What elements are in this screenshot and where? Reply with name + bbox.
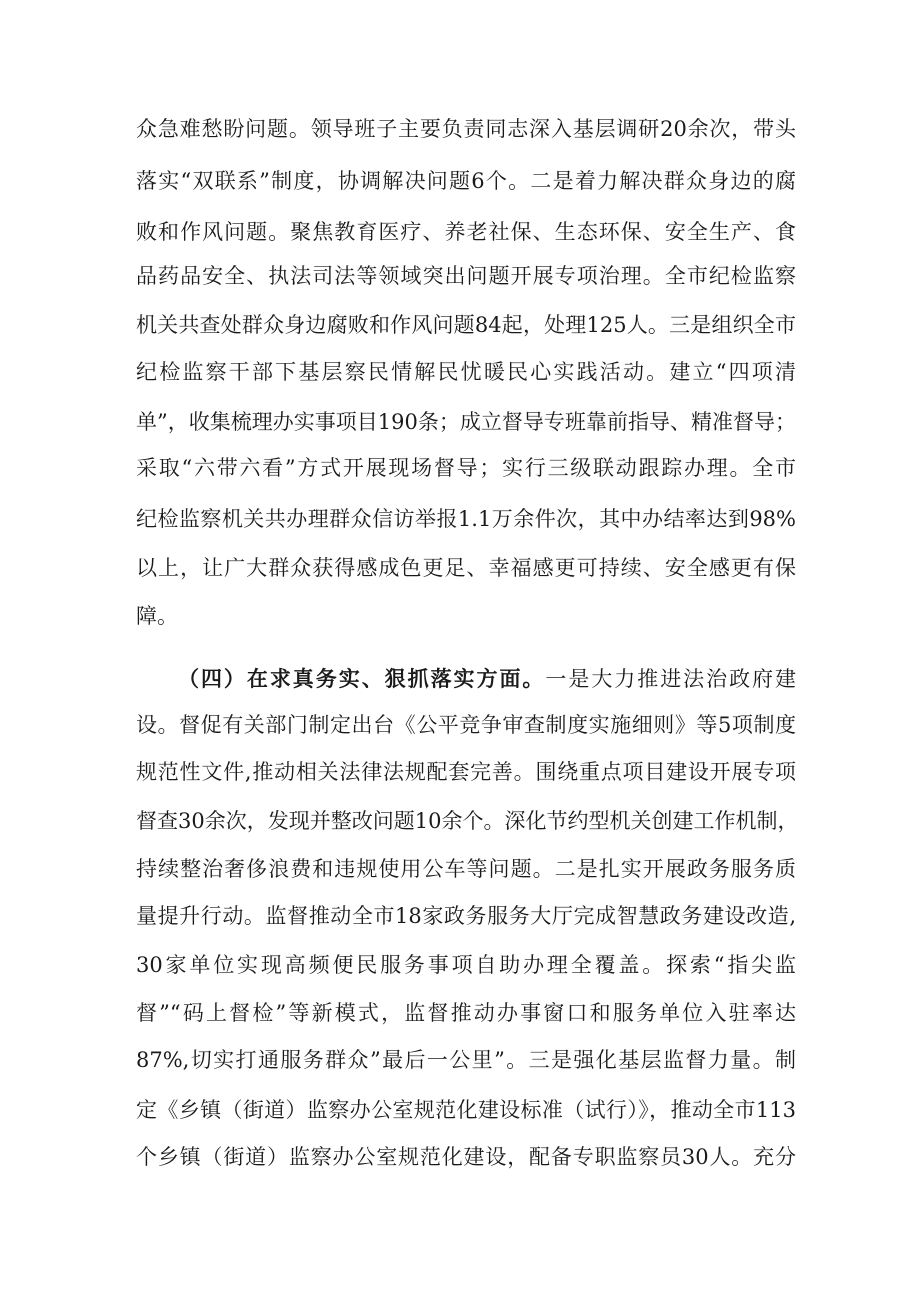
paragraph2-first-line-text: 一是大力推进法治政府建 (545, 667, 797, 691)
paragraph2-line-5: 持续整治奢侈浪费和违规使用公车等问题。二是扎实开展政务服务质 (136, 857, 796, 881)
paragraph2-first-line (178, 664, 796, 694)
paragraph1-line-8: 采取“六带六看”方式开展现场督导；实行三级联动跟踪办理。全市 (136, 456, 796, 480)
paragraph2-line-2: 设。督促有关部门制定出台《公平竞争审查制度实施细则》等5项制度 (136, 713, 796, 737)
paragraph1-line-2: 落实“双联系”制度，协调解决问题6个。二是着力解决群众身边的腐 (136, 169, 796, 193)
paragraph2-line-11: 个乡镇（街道）监察办公室规范化建设，配备专职监察员30人。充分 (136, 1145, 796, 1169)
section-heading: （四）在求真务实、狠抓落实方面。 (178, 666, 546, 691)
paragraph2-line-3: 规范性文件,推动相关法律法规配套完善。围绕重点项目建设开展专项 (136, 760, 796, 784)
paragraph2-line-8: 督”“码上督检”等新模式，监督推动办事窗口和服务单位入驻率达 (136, 1001, 796, 1025)
paragraph2-line-6: 量提升行动。监督推动全市18家政务服务大厅完成智慧政务建设改造, (136, 904, 796, 928)
paragraph1-line-6: 纪检监察干部下基层察民情解民忧暖民心实践活动。建立“四项清 (136, 360, 796, 384)
paragraph1-line-11: 障。 (136, 604, 178, 628)
paragraph1-line-10: 以上，让广大群众获得感成色更足、幸福感更可持续、安全感更有保 (136, 556, 796, 580)
paragraph1-line-9: 纪检监察机关共办理群众信访举报1.1万余件次，其中办结率达到98% (136, 507, 796, 531)
paragraph1-line-7: 单”，收集梳理办实事项目190条；成立督导专班靠前指导、精准督导； (136, 410, 796, 434)
paragraph1-line-3: 败和作风问题。聚焦教育医疗、养老社保、生态环保、安全生产、食 (136, 220, 796, 244)
paragraph2-line-9: 87%,切实打通服务群众”最后一公里”。三是强化基层监督力量。制 (136, 1048, 796, 1072)
paragraph1-line-1: 众急难愁盼问题。领导班子主要负责同志深入基层调研20余次，带头 (136, 117, 796, 141)
paragraph2-line-10: 定《乡镇（街道）监察办公室规范化建设标准（试行）》，推动全市113 (136, 1098, 796, 1122)
paragraph1-line-4: 品药品安全、执法司法等领域突出问题开展专项治理。全市纪检监察 (136, 264, 796, 288)
paragraph2-line-4: 督查30余次，发现并整改问题10余个。深化节约型机关创建工作机制， (136, 809, 799, 833)
paragraph1-line-5: 机关共查处群众身边腐败和作风问题84起，处理125人。三是组织全市 (136, 313, 796, 337)
paragraph2-line-7: 30家单位实现高频便民服务事项自助办理全覆盖。探索“指尖监 (136, 953, 796, 977)
